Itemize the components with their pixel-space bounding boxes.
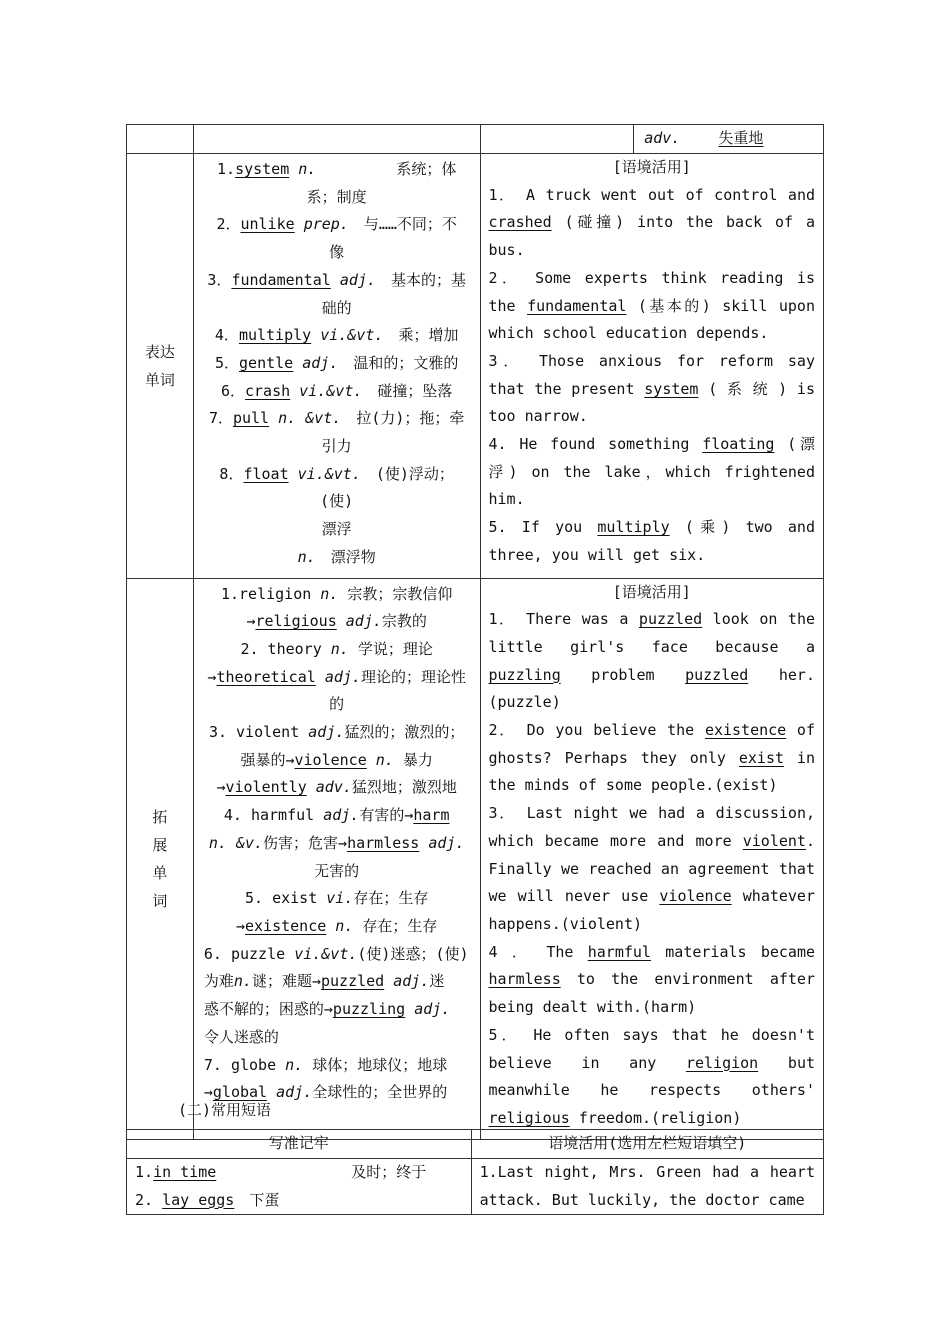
word-item-cont: 系；制度 xyxy=(306,187,367,206)
answer: floating xyxy=(702,435,775,454)
category-expressive-words xyxy=(127,154,194,579)
table-row xyxy=(127,125,824,154)
category-label: 表达 单词 xyxy=(144,342,175,389)
word-item: →global adj.全球性的；全世界的 xyxy=(203,1083,448,1102)
word-item: n. &v.伤害；危害→harmless adj. xyxy=(208,833,465,852)
word-item-extra: n. 漂浮物 xyxy=(297,547,376,566)
category-char: 展 xyxy=(152,835,168,854)
category-char: 单 xyxy=(152,863,168,882)
word-item: 3. violent adj.猛烈的；激烈的； xyxy=(208,723,465,742)
answer: multiply xyxy=(597,518,670,537)
sentence: 5. If you multiply (乘) two and three, you will get six. xyxy=(488,518,815,564)
word-item: 8．float vi.&vt. (使)浮动；(使) xyxy=(219,464,454,511)
sentence: 4. He found something floating (漂浮) on the lake，which frightened him. xyxy=(488,435,815,509)
empty-cell xyxy=(193,125,480,154)
table-row xyxy=(127,154,824,579)
context-sentence: 1.Last night, Mrs. Green had a heart attack. But luckily, the doctor came xyxy=(471,1159,823,1215)
category-char: 词 xyxy=(152,891,168,910)
word-item: 1.system n. 系统；体 xyxy=(217,160,457,178)
context-sentences xyxy=(480,578,824,1139)
answer: system xyxy=(644,379,699,398)
word-item-cont: 像 xyxy=(329,243,345,262)
context-sentences xyxy=(480,154,824,579)
sentence: 2． Do you believe the existence of ghosts? Perhaps they only exist in the minds of some people.(exist) xyxy=(488,721,815,795)
weightlessly-cell xyxy=(634,125,824,154)
phrase-list xyxy=(127,1159,472,1215)
pos-label: adv. xyxy=(644,129,681,147)
empty-cell xyxy=(480,125,634,154)
answer: fundamental xyxy=(527,296,627,315)
word-list xyxy=(193,578,480,1139)
context-header: [语境活用] xyxy=(612,582,691,601)
word-item: →existence n. 存在；生存 xyxy=(235,916,438,935)
column-header: 语境活用(选用左栏短语填空) xyxy=(471,1130,823,1159)
word-item: 6．crash vi.&vt. 碰撞；坠落 xyxy=(220,381,453,400)
word-item: 令人迷惑的 xyxy=(203,1027,279,1046)
word-item: 的 xyxy=(329,695,345,714)
sentence: 3． Last night we had a discussion, which became more and more violent. Finally we reached an agreement that we will never use violence whatever happens.(violent) xyxy=(488,804,815,933)
word-item: →violently adv.猛烈地；激烈地 xyxy=(216,778,457,797)
word-item: 4. harmful adj.有害的→harm xyxy=(223,806,450,825)
column-header: 写准记牢 xyxy=(127,1130,472,1159)
word-item: →theoretical adj.理论的；理论性 xyxy=(207,667,466,686)
word-item: 4．multiply vi.&vt. 乘；增加 xyxy=(214,326,459,345)
word-item: 7. globe n. 球体；地球仪；地球 xyxy=(203,1055,448,1074)
context-header: [语境活用] xyxy=(612,158,691,176)
sentence: 1． There was a puzzled look on the little girl's face because a puzzling problem puzzled her.(puzzle) xyxy=(488,610,815,712)
empty-cell xyxy=(127,125,194,154)
vocabulary-table xyxy=(126,124,824,1140)
sentence: 2． Some experts think reading is the fundamental (基本的) skill upon which school education depends. xyxy=(488,268,815,343)
sentence: 5． He often says that he doesn't believe in any religion but meanwhile he respects others' religious freedom.(religion) xyxy=(488,1025,816,1127)
word-item: 为难n.谜；难题→puzzled adj.迷 xyxy=(203,972,445,991)
sentence: 1． A truck went out of control and crashed (碰撞) into the back of a bus. xyxy=(488,185,815,260)
word-item: 5．gentle adj. 温和的；文雅的 xyxy=(214,353,459,372)
word-item: 强暴的→violence n. 暴力 xyxy=(240,750,433,769)
category-extended-words xyxy=(127,578,194,1139)
word-item: 5. exist vi.存在；生存 xyxy=(244,889,429,908)
category-char: 拓 xyxy=(152,807,168,826)
word-item: 无害的 xyxy=(314,861,360,880)
word-list xyxy=(193,154,480,579)
word-item: 1.religion n. 宗教；宗教信仰 xyxy=(220,584,453,603)
meaning-answer: 失重地 xyxy=(718,129,764,147)
word-item: 2．unlike prep. 与……不同；不 xyxy=(216,215,457,234)
section-heading: (二)常用短语 xyxy=(178,1101,272,1119)
sentence: 3． Those anxious for reform say that the present system ( 系 统 ) is too narrow. xyxy=(488,351,815,426)
table-row xyxy=(127,578,824,1139)
word-item: 7．pull n. &vt. 拉(力)；拖；牵 xyxy=(208,409,465,428)
word-item: 3．fundamental adj. 基本的；基 xyxy=(207,270,466,289)
word-item-cont: 础的 xyxy=(321,298,352,317)
word-item-cont: 引力 xyxy=(321,437,352,456)
word-item: 6. puzzle vi.&vt.(使)迷惑；(使) xyxy=(203,944,469,963)
phrase-item: 2. lay eggs 下蛋 xyxy=(135,1190,280,1209)
table-row xyxy=(127,1159,824,1215)
sentence: 4 ． The harmful materials became harmless to the environment after being dealt with.(harm) xyxy=(488,942,816,1017)
answer: crashed xyxy=(488,213,552,232)
table-header-row xyxy=(127,1130,824,1159)
word-item-cont: 漂浮 xyxy=(321,520,352,539)
word-item: 2. theory n. 学说；理论 xyxy=(240,639,433,658)
phrases-table xyxy=(126,1129,824,1215)
word-item: →religious adj.宗教的 xyxy=(246,612,427,631)
phrase-item: 1.in time 及时；终于 xyxy=(135,1163,427,1181)
word-item: 惑不解的；困惑的→puzzling adj. xyxy=(203,1000,451,1019)
